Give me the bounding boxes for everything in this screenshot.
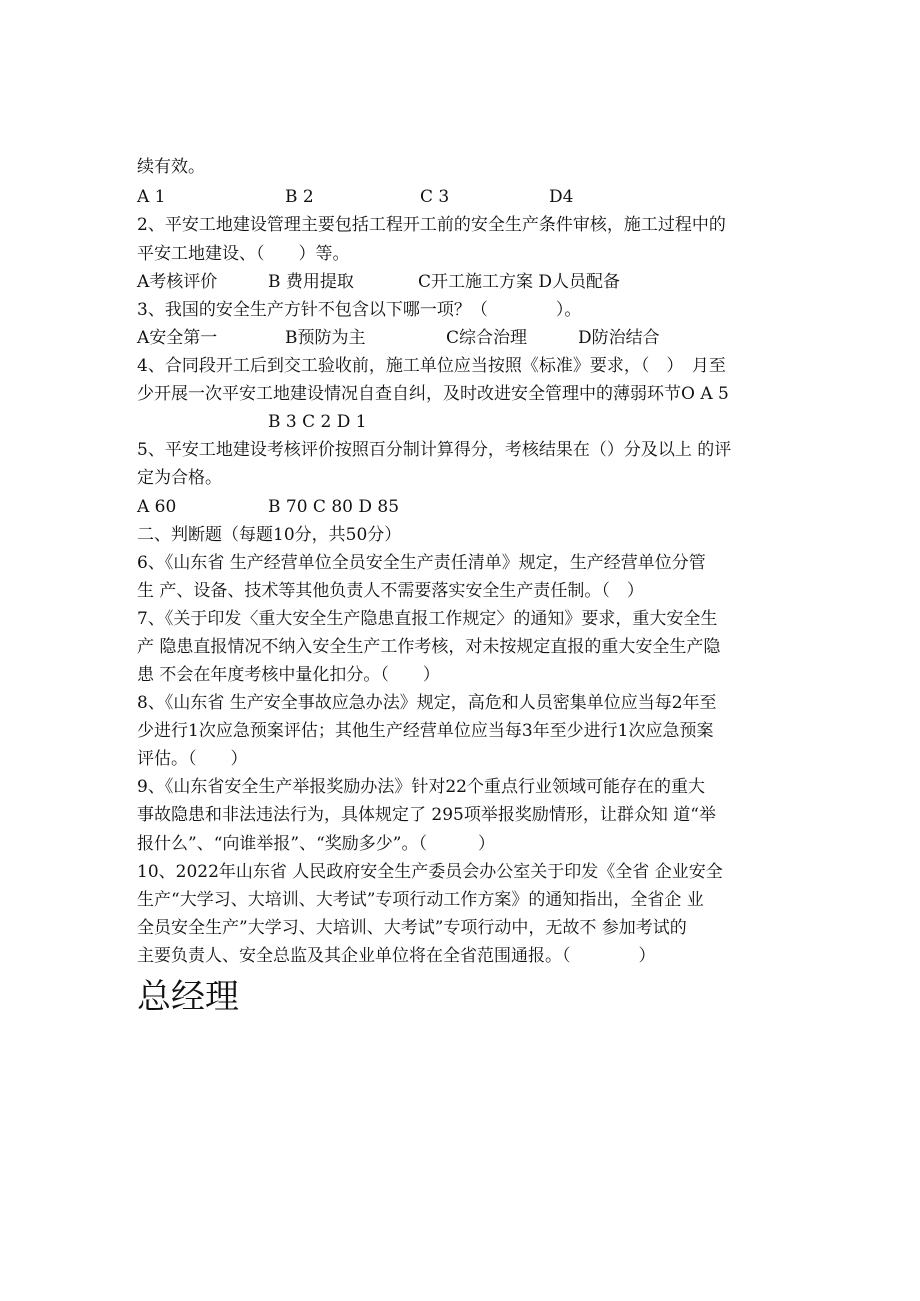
q1-option-d: D4 — [549, 187, 574, 207]
q5-option-bcd: B 70 C 80 D 85 — [268, 497, 400, 517]
q2-line-2: 平安工地建设、（ ）等。 — [137, 244, 350, 264]
q3-option-d: D防治结合 — [578, 328, 660, 348]
q3-option-b: B预防为主 — [285, 328, 366, 348]
q8-line-2: 少进行1次应急预案评估；其他生产经营单位应当每3年至少进行1次应急预案 — [137, 721, 714, 741]
q3-option-c: C综合治理 — [446, 328, 528, 348]
q7-line-1: 7、《关于印发〈重大安全生产隐患直报工作规定〉的通知》要求，重大安全生 — [137, 609, 718, 629]
q2-option-cd: C开工施工方案 D人员配备 — [418, 272, 621, 292]
q5-line-1: 5、平安工地建设考核评价按照百分制计算得分，考核结果在（）分及以上 的评 — [137, 440, 732, 460]
q2-line-1: 2、平安工地建设管理主要包括工程开工前的安全生产条件审核，施工过程中的 — [137, 215, 726, 235]
q1-option-b: B 2 — [285, 187, 314, 207]
q3-option-a: A安全第一 — [137, 328, 218, 348]
q10-line-2: 生产“大学习、大培训、大考试”专项行动工作方案》的通知指出，全省企 业 — [137, 890, 704, 910]
q5-option-a: A 60 — [137, 497, 177, 517]
q10-line-4: 主要负责人、安全总监及其企业单位将在全省范围通报。（ ） — [137, 946, 656, 966]
q10-line-3: 全员安全生产”大学习、大培训、大考试”专项行动中，无故不 参加考试的 — [137, 918, 687, 938]
q2-option-b: B 费用提取 — [268, 272, 354, 292]
q9-line-3: 报什么”、“向谁举报”、“奖励多少”。（ ） — [137, 834, 495, 854]
q7-line-3: 患 不会在年度考核中量化扣分。（ ） — [137, 665, 440, 685]
q6-line-1: 6、《山东省 生产经营单位全员安全生产责任清单》规定，生产经营单位分管 — [137, 553, 706, 573]
q8-line-3: 评估。（ ） — [137, 749, 248, 769]
q7-line-2: 产 隐患直报情况不纳入安全生产工作考核，对未按规定直报的重大安全生产隐 — [137, 637, 721, 657]
q4-line-2: 少开展一次平安工地建设情况自查自纠，及时改进安全管理中的薄弱环节O A 5 — [137, 384, 729, 404]
q4-line-1: 4、合同段开工后到交工验收前，施工单位应当按照《标准》要求，（ ） 月至 — [137, 356, 726, 376]
q9-line-1: 9、《山东省安全生产举报奖励办法》针对22个重点行业领域可能存在的重大 — [137, 777, 705, 797]
section-2-heading: 二、判断题（每题10分，共50分） — [137, 525, 402, 545]
q10-line-1: 10、2022年山东省 人民政府安全生产委员会办公室关于印发《全省 企业安全 — [137, 862, 723, 882]
q5-line-2: 定为合格。 — [137, 468, 222, 488]
q4-options: B 3 C 2 D 1 — [268, 412, 367, 432]
q8-line-1: 8、《山东省 生产安全事故应急办法》规定，高危和人员密集单位应当每2年至 — [137, 693, 717, 713]
q2-option-a: A考核评价 — [137, 272, 218, 292]
q1-continuation: 续有效。 — [137, 157, 205, 177]
footer-title: 总经理 — [137, 977, 239, 1017]
q6-line-2: 生 产、设备、技术等其他负责人不需要落实安全生产责任制。（ ） — [137, 581, 644, 601]
q1-option-c: C 3 — [420, 187, 450, 207]
q3-line-1: 3、我国的安全生产方针不包含以下哪一项？（ ）。 — [137, 300, 582, 320]
q9-line-2: 事故隐患和非法违法行为，具体规定了 295项举报奖励情形，让群众知 道“举 — [137, 805, 716, 825]
q1-option-a: A 1 — [137, 187, 166, 207]
